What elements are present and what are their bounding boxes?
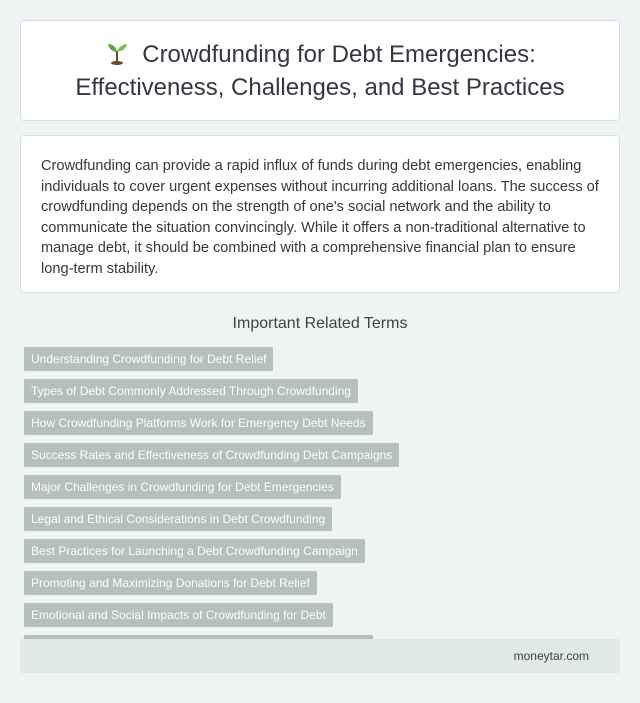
related-term-tag[interactable]: Understanding Crowdfunding for Debt Relief <box>24 347 273 371</box>
related-term-tag[interactable]: Success Rates and Effectiveness of Crowdfunding Debt Campaigns <box>24 443 399 467</box>
site-name[interactable]: moneytar.com <box>513 649 589 663</box>
footer <box>20 639 620 673</box>
related-term-tag[interactable]: Best Practices for Launching a Debt Crowdfunding Campaign <box>24 539 365 563</box>
sprout-icon <box>104 39 130 65</box>
related-terms-list <box>24 347 616 667</box>
summary-card <box>20 135 620 293</box>
related-term-tag[interactable]: How Crowdfunding Platforms Work for Emergency Debt Needs <box>24 411 373 435</box>
related-term-tag[interactable]: Legal and Ethical Considerations in Debt Crowdfunding <box>24 507 332 531</box>
related-term-tag[interactable]: Promoting and Maximizing Donations for Debt Relief <box>24 571 317 595</box>
page-title-text: Crowdfunding for Debt Emergencies: Effectiveness, Challenges, and Best Practices <box>75 40 565 101</box>
title-card <box>20 20 620 121</box>
page-title <box>51 38 589 104</box>
related-term-tag[interactable]: Emotional and Social Impacts of Crowdfunding for Debt <box>24 603 333 627</box>
related-term-tag[interactable]: Types of Debt Commonly Addressed Through Crowdfunding <box>24 379 358 403</box>
related-term-tag[interactable]: Major Challenges in Crowdfunding for Debt Emergencies <box>24 475 341 499</box>
related-terms-heading: Important Related Terms <box>232 315 408 332</box>
summary-text: Crowdfunding can provide a rapid influx of funds during debt emergencies, enabling individuals to cover urgent expenses without incurring additional loans. The success of crowdfunding depends on the strength of one's social network and the ability to communicate the situation convincingly. While it offers a non-traditional alternative to manage debt, it should be combined with a comprehensive financial plan to ensure long-term stability. <box>41 158 599 277</box>
